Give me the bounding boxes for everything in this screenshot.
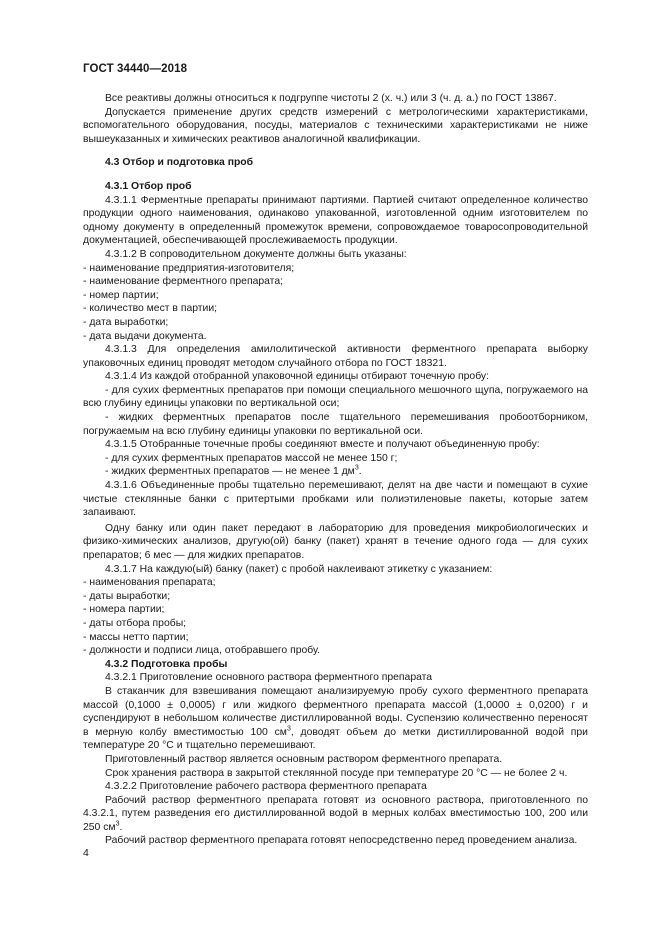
paragraph — [83, 685, 588, 753]
section-heading-4-3: 4.3 Отбор и подготовка проб — [105, 157, 254, 169]
paragraph: Все реактивы должны относиться к подгруппе чистоты 2 (х. ч.) или 3 (ч. д. а.) по ГОСТ 13867. — [105, 93, 557, 104]
list-item: - дата выдачи документа. — [83, 330, 207, 342]
paragraph: 4.3.1.7 На каждую(ый) банку (пакет) с пробой наклеивают этикетку с указанием: — [105, 563, 493, 575]
list-item: - должности и подписи лица, отобравшего пробу. — [83, 645, 321, 657]
section-heading-4-3-2: 4.3.2 Подготовка пробы — [105, 658, 228, 670]
paragraph: 4.3.1.4 Из каждой отобранной упаковочной единицы отбирают точечную пробу: — [105, 371, 490, 383]
document-header: ГОСТ 34440—2018 — [83, 63, 188, 75]
text-run: В стаканчик для взвешивания помещают анализируемую пробу сухого ферментного препарата массой (0,1000 ± 0,0005) г или жидкого ферментного препарата массой (1,0000 ± 0,0200) г и суспендируют в небольшом количестве дистиллированной воды. Суспензию количественно переносят в мерную колбу вместимостью 100 см — [83, 685, 588, 738]
list-item: - даты отбора пробы; — [83, 617, 187, 629]
paragraph — [83, 794, 588, 835]
paragraph: Срок хранения раствора в закрытой стеклянной посуде при температуре 20 °С — не более 2 ч. — [105, 767, 568, 779]
superscript: 3 — [286, 725, 291, 733]
paragraph: 4.3.2.2 Приготовление рабочего раствора ферментного препарата — [105, 781, 427, 793]
list-item: - даты выработки; — [83, 590, 171, 602]
list-item: - наименования препарата; — [83, 577, 216, 589]
paragraph: 4.3.1.6 Объединенные пробы тщательно перемешивают, делят на две части и помещают в сухие чистые стеклянные банки с притертыми пробками или полиэтиленовые пакеты, которые затем запаивают. — [83, 480, 588, 519]
paragraph: Одну банку или один пакет передают в лабораторию для проведения микробиологических и физико-химических анализов, другую(ой) банку (пакет) хранят в течение одного года — для сухих препаратов; 6 мес — для жидких препаратов. — [83, 522, 588, 561]
list-item: - количество мест в партии; — [83, 303, 218, 315]
text-run: , доводят объем до метки дистиллированной водой при температуре 20 °С и тщательно перемешивают. — [83, 726, 588, 752]
text-run: . — [358, 466, 362, 478]
paragraph — [83, 465, 588, 479]
list-item: - номера партии; — [83, 604, 165, 616]
list-item: - массы нетто партии; — [83, 631, 189, 643]
text-run: . — [119, 821, 123, 833]
paragraph: - жидких ферментных препаратов после тщательного перемешивания пробоотборником, погружаемым на всю глубину единицы упаковки по вертикальной оси. — [83, 412, 588, 437]
list-item: - номер партии; — [83, 289, 159, 301]
paragraph: 4.3.1.2 В сопроводительном документе должны быть указаны: — [105, 248, 407, 260]
paragraph: 4.3.1.5 Отобранные точечные пробы соединяют вместе и получают объединенную пробу: — [105, 439, 540, 451]
superscript: 3 — [115, 820, 120, 828]
paragraph: 4.3.1.1 Ферментные препараты принимают партиями. Партией считают определенное количество продукции одного наименования, одинаково упакованной, изготовленной одним изготовителем по одному документу в определенный промежуток времени, сопровождаемое товаросопроводительной документацией, обеспечивающей прослеживаемость продукции. — [83, 194, 588, 247]
document-body — [83, 92, 588, 848]
list-item: - дата выработки; — [83, 316, 169, 328]
text-run: - жидких ферментных препаратов — не менее 1 дм — [105, 466, 355, 478]
paragraph: - для сухих ферментных препаратов при помощи специального мешочного щупа, погружаемого на всю глубину единицы упаковки по вертикальной оси; — [83, 384, 588, 410]
superscript: 3 — [354, 464, 359, 472]
text-run: Рабочий раствор ферментного препарата готовят из основного раствора, приготовленного по 4.3.2.1, путем разведения его дистиллированной водой в мерных колбах вместимостью 100, 200 или 250 см — [83, 794, 588, 833]
paragraph: - для сухих ферментных препаратов массой не менее 150 г; — [105, 452, 398, 464]
paragraph: Приготовленный раствор является основным раствором ферментного препарата. — [105, 753, 503, 765]
paragraph: 4.3.1.3 Для определения амилолитической активности ферментного препарата выборку упаковочных единиц проводят методом случайного отбора по ГОСТ 18321. — [83, 344, 588, 369]
list-item: - наименование ферментного препарата; — [83, 276, 283, 288]
paragraph: 4.3.2.1 Приготовление основного раствора ферментного препарата — [105, 672, 433, 684]
list-item: - наименование предприятия-изготовителя; — [83, 262, 295, 274]
page-number: 4 — [83, 847, 89, 859]
paragraph: Допускается применение других средств измерений с метрологическими характеристиками, вспомогательного оборудования, посуды, материалов с техническими характеристиками не ниже вышеуказанных и химических реактивов аналогичной квалификации. — [83, 106, 588, 145]
paragraph: Рабочий раствор ферментного препарата готовят непосредственно перед проведением анализа. — [105, 835, 578, 847]
section-heading-4-3-1: 4.3.1 Отбор проб — [105, 180, 192, 192]
